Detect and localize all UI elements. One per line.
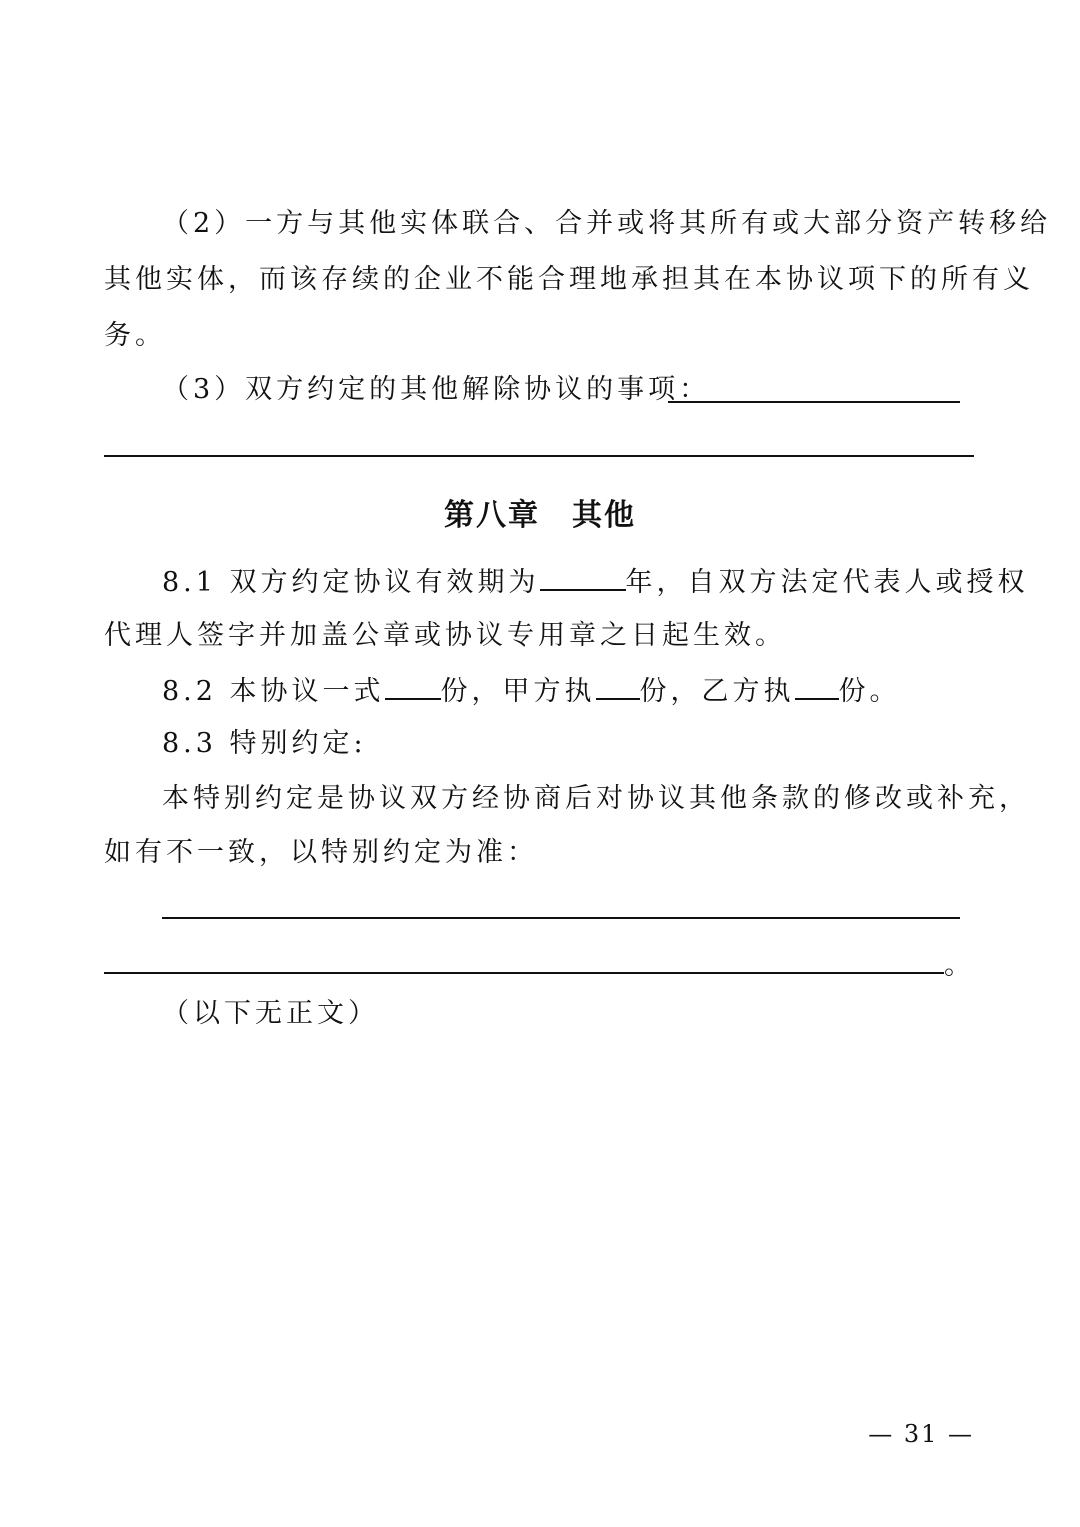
clause-3-text: （3）双方约定的其他解除协议的事项： — [162, 374, 711, 405]
section-8-3-line-2: 如有不一致，以特别约定为准： — [104, 837, 538, 868]
section-8-2-text-1: 8.2 本协议一式 — [162, 676, 385, 707]
clause-2-line-2: 其他实体，而该存续的企业不能合理地承担其在本协议项下的所有义 — [104, 264, 1034, 295]
clause-2-line-1: （2）一方与其他实体联合、合并或将其所有或大部分资产转移给 — [162, 208, 1052, 239]
special-terms-blank-1[interactable] — [162, 917, 960, 919]
clause-3-blank-2[interactable] — [104, 455, 974, 457]
section-8-3-title: 8.3 特别约定: — [162, 728, 367, 759]
section-8-3-line-1: 本特别约定是协议双方经协商后对协议其他条款的修改或补充， — [162, 783, 1030, 814]
total-copies-blank[interactable] — [385, 672, 441, 700]
section-8-1-line-2: 代理人签字并加盖公章或协议专用章之日起生效。 — [104, 620, 786, 651]
clause-3-blank-1[interactable] — [668, 401, 960, 403]
page-number: — 31 — — [868, 1420, 974, 1448]
chapter-title: 第八章 其他 — [444, 498, 636, 533]
special-terms-end-mark: 。 — [944, 950, 975, 981]
section-8-2-text-3: 份，乙方执 — [639, 676, 795, 707]
section-8-1-text-2: 年，自双方法定代表人或授权 — [625, 567, 1029, 598]
section-8-2 — [162, 672, 974, 710]
clause-2-line-3: 务。 — [104, 320, 166, 351]
party-a-copies-blank[interactable] — [596, 672, 640, 700]
section-8-1-text-1: 8.1 双方约定协议有效期为 — [162, 567, 540, 598]
validity-years-blank[interactable] — [540, 563, 626, 591]
party-b-copies-blank[interactable] — [795, 672, 839, 700]
closing-note: （以下无正文） — [162, 998, 379, 1029]
section-8-2-text-2: 份，甲方执 — [440, 676, 596, 707]
section-8-2-text-4: 份。 — [838, 676, 901, 707]
section-8-1-line-1 — [162, 563, 1029, 601]
special-terms-blank-2[interactable] — [104, 972, 944, 974]
